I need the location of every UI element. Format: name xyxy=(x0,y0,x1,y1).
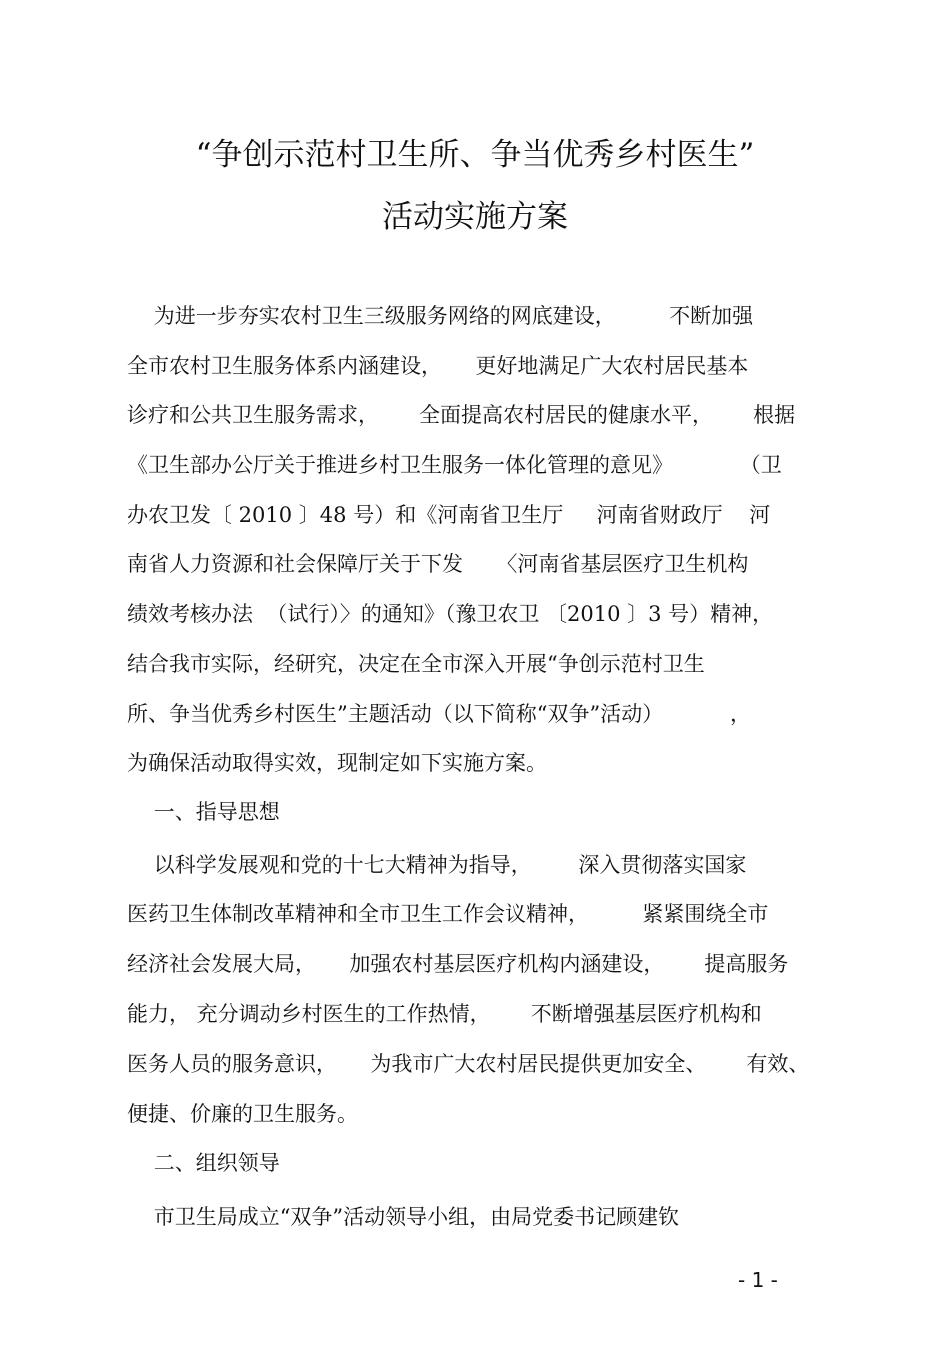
body-line-14: 能力， 充分调动乡村医生的工作热情， 不断增强基层医疗机构和 xyxy=(127,1002,762,1026)
body-line-16: 便捷、价廉的卫生服务。 xyxy=(127,1102,358,1126)
body-line-4: 《卫生部办公厅关于推进乡村卫生服务一体化管理的意见》 （卫 xyxy=(127,453,782,477)
document-title-line-1: “争创示范村卫生所、争当优秀乡村医生” xyxy=(195,137,755,173)
body-line-15: 医务人员的服务意识， 为我市广大农村居民提供更加安全、 有效、 xyxy=(127,1052,810,1076)
body-line-6: 南省人力资源和社会保障厅关于下发 〈河南省基层医疗卫生机构 xyxy=(127,552,749,576)
page-number: - 1 - xyxy=(738,1268,778,1292)
body-line-1: 为进一步夯实农村卫生三级服务网络的网底建设， 不断加强 xyxy=(127,304,754,328)
body-line-8: 结合我市实际，经研究，决定在全市深入开展“争创示范村卫生 xyxy=(127,652,705,676)
section-heading-2: 二、组织领导 xyxy=(127,1151,280,1175)
body-line-11: 以科学发展观和党的十七大精神为指导， 深入贯彻落实国家 xyxy=(127,853,747,877)
body-line-3: 诊疗和公共卫生服务需求， 全面提高农村居民的健康水平， 根据 xyxy=(127,403,796,427)
body-line-13: 经济社会发展大局， 加强农村基层医疗机构内涵建设， 提高服务 xyxy=(127,952,789,976)
body-line-10: 为确保活动取得实效，现制定如下实施方案。 xyxy=(127,751,547,775)
section-heading-1: 一、指导思想 xyxy=(127,800,280,824)
body-line-17: 市卫生局成立“双争”活动领导小组，由局党委书记顾建钦 xyxy=(127,1205,680,1229)
body-line-9: 所、争当优秀乡村医生”主题活动（以下简称“双争”活动） ， xyxy=(127,702,751,726)
body-line-7: 绩效考核办法 （试行）〉的通知》（豫卫农卫 〔2010 〕3 号）精神， xyxy=(127,602,774,626)
body-line-2: 全市农村卫生服务体系内涵建设， 更好地满足广大农村居民基本 xyxy=(127,354,749,378)
body-line-5: 办农卫发〔 2010 〕48 号）和《河南省卫生厅 河南省财政厅 河 xyxy=(127,503,771,527)
document-title-line-2: 活动实施方案 xyxy=(382,199,568,235)
body-line-12: 医药卫生体制改革精神和全市卫生工作会议精神， 紧紧围绕全市 xyxy=(127,902,769,926)
